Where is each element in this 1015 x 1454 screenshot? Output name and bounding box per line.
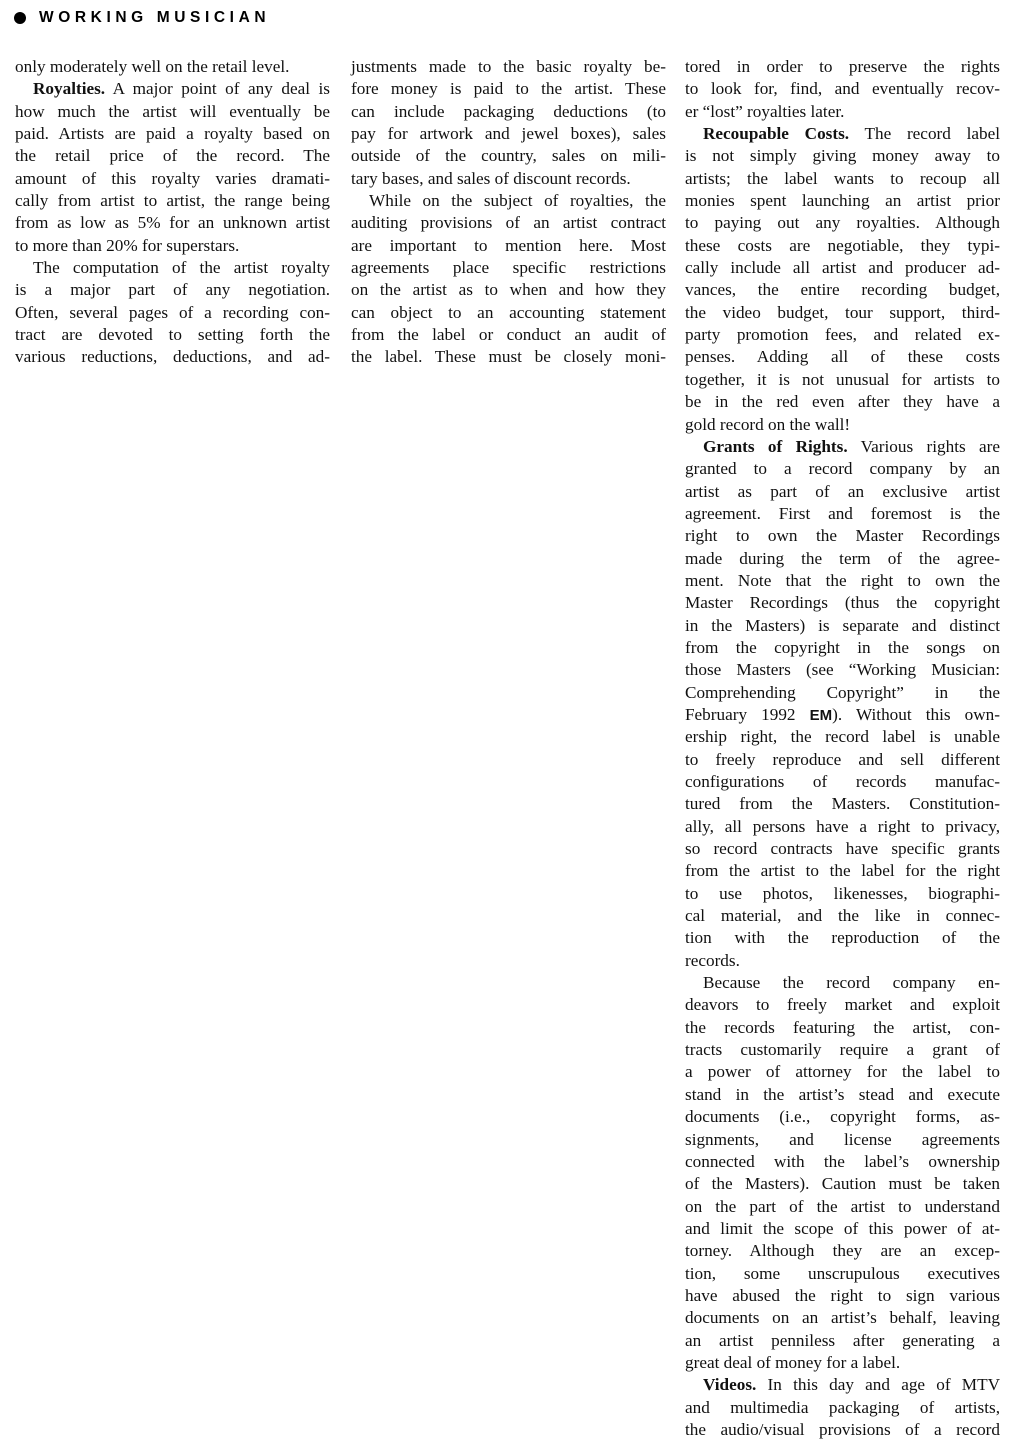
line-text: agreement. First and foremost is the [685, 503, 1000, 523]
text-line [685, 570, 1000, 592]
line-text: these costs are negotiable, they typi- [685, 235, 1000, 255]
line-text: to paying out any royalties. Although [685, 213, 1000, 233]
text-line [685, 324, 1000, 346]
line-text: party promotion fees, and related ex- [685, 325, 1000, 345]
text-line [685, 972, 1000, 994]
line-text: torney. Although they are an excep- [685, 1241, 1000, 1261]
text-line [15, 302, 330, 324]
text-line [685, 927, 1000, 949]
line-text: The computation of the artist royalty [33, 258, 330, 278]
text-line [685, 458, 1000, 480]
line-text: February 1992 [685, 704, 810, 724]
text-line [15, 123, 330, 145]
line-text: A major point of any deal is [105, 79, 330, 99]
paragraph-heading-line [685, 436, 1000, 458]
line-text: from the artist to the label for the right [685, 861, 1000, 881]
text-line [685, 838, 1000, 860]
line-text: and multimedia packaging of artists, [685, 1397, 1000, 1417]
line-text: The record label [849, 124, 1000, 144]
text-line [685, 56, 1000, 78]
text-line [685, 1151, 1000, 1173]
text-line [685, 369, 1000, 391]
text-line [685, 726, 1000, 748]
line-text: on the artist as to when and how they [351, 280, 666, 300]
line-text: outside of the country, sales on mili- [351, 146, 666, 166]
line-text: Comprehending Copyright” in the [685, 682, 1000, 702]
line-text: is not simply giving money away to [685, 146, 1000, 166]
text-line [685, 659, 1000, 681]
text-line [685, 793, 1000, 815]
line-text: In this day and age of MTV [756, 1375, 1000, 1395]
line-text: so record contracts have specific grants [685, 839, 1000, 859]
line-text: and limit the scope of this power of at- [685, 1218, 1000, 1238]
text-line [685, 1397, 1000, 1419]
text-line [685, 548, 1000, 570]
run-in-heading: Royalties. [33, 79, 106, 99]
paragraph-heading-line [685, 1374, 1000, 1396]
text-line [351, 346, 666, 368]
line-text: cal material, and the like in connec- [685, 906, 1000, 926]
line-text: amount of this royalty varies dramati- [15, 168, 330, 188]
text-line [15, 190, 330, 212]
text-line [685, 145, 1000, 167]
text-line [685, 78, 1000, 100]
bullet-icon [14, 12, 26, 24]
line-text: pay for artwork and jewel boxes), sales [351, 124, 666, 144]
text-line [15, 257, 330, 279]
line-text: connected with the label’s ownership [685, 1151, 1000, 1171]
paragraph-heading-line [15, 78, 330, 100]
text-line [685, 860, 1000, 882]
text-line [351, 279, 666, 301]
text-line [685, 1173, 1000, 1195]
text-line [685, 749, 1000, 771]
line-text: Often, several pages of a recording con- [15, 302, 330, 322]
em-magazine-logo: EM [809, 706, 833, 724]
text-line [685, 771, 1000, 793]
text-line [685, 1419, 1000, 1441]
line-text: tract are devoted to setting forth the [15, 325, 330, 345]
line-text: vances, the entire recording budget, [685, 280, 1000, 300]
text-line [351, 235, 666, 257]
line-text: cally include all artist and producer ad- [685, 258, 1000, 278]
line-text: tracts customarily require a grant of [685, 1040, 1000, 1060]
line-text: those Masters (see “Working Musician: [685, 660, 1000, 680]
text-line [685, 257, 1000, 279]
line-text: tion, some unscrupulous executives [685, 1263, 1000, 1283]
line-text: signments, and license agreements [685, 1129, 1000, 1149]
text-line [351, 168, 666, 190]
text-line [351, 190, 666, 212]
line-text: er “lost” royalties later. [685, 101, 845, 121]
line-text: stand in the artist’s stead and execute [685, 1084, 1000, 1104]
line-text: from as low as 5% for an unknown artist [15, 213, 330, 233]
line-text: from the copyright in the songs on [685, 637, 1000, 657]
text-line [685, 816, 1000, 838]
text-line [685, 637, 1000, 659]
line-text: to freely reproduce and sell different [685, 749, 1000, 769]
line-text: various reductions, deductions, and ad- [15, 347, 330, 367]
text-line [351, 56, 666, 78]
line-text: only moderately well on the retail level. [15, 57, 290, 76]
line-text: documents (i.e., copyright forms, as- [685, 1107, 1000, 1127]
article-column-2 [351, 56, 666, 369]
text-line [15, 212, 330, 234]
line-text: While on the subject of royalties, the [369, 191, 666, 211]
text-line [685, 1084, 1000, 1106]
line-text: how much the artist will eventually be [15, 101, 330, 121]
text-line [685, 1017, 1000, 1039]
text-line [685, 1039, 1000, 1061]
line-text: tary bases, and sales of discount records. [351, 168, 631, 188]
line-text: justments made to the basic royalty be- [351, 57, 666, 76]
text-line [685, 1129, 1000, 1151]
line-text: be in the red even after they have a [685, 392, 1000, 412]
line-text: made during the term of the agree- [685, 548, 1000, 568]
text-line [685, 168, 1000, 190]
text-line [685, 1352, 1000, 1374]
line-text: cally from artist to artist, the range being [15, 191, 330, 211]
line-text: a power of attorney for the label to [685, 1062, 1000, 1082]
line-text: can include packaging deductions (to [351, 101, 666, 121]
line-text: ally, all persons have a right to privacy, [685, 816, 1000, 836]
text-line [685, 212, 1000, 234]
text-line [685, 1240, 1000, 1262]
line-text: can object to an accounting statement [351, 302, 666, 322]
line-text: to use photos, likenesses, biographi- [685, 883, 1000, 903]
line-text: configurations of records manufac- [685, 772, 1000, 791]
text-line [351, 212, 666, 234]
text-line [685, 391, 1000, 413]
line-text: in the Masters) is separate and distinct [685, 615, 1000, 635]
text-line [351, 101, 666, 123]
text-line [685, 905, 1000, 927]
text-line [685, 615, 1000, 637]
text-line [685, 994, 1000, 1016]
line-text: fore money is paid to the artist. These [351, 79, 666, 99]
section-header [14, 6, 270, 30]
text-line [685, 346, 1000, 368]
text-line [351, 78, 666, 100]
text-line [15, 279, 330, 301]
line-text: penses. Adding all of these costs [685, 347, 1000, 367]
section-title: WORKING MUSICIAN [39, 9, 271, 26]
text-line [685, 279, 1000, 301]
text-line [685, 503, 1000, 525]
line-text: documents on an artist’s behalf, leaving [685, 1308, 1000, 1328]
text-line [685, 414, 1000, 436]
line-text: the video budget, tour support, third- [685, 302, 1000, 322]
line-text: Master Recordings (thus the copyright [685, 593, 1000, 613]
article-column-3 [685, 56, 1000, 1441]
text-line [15, 145, 330, 167]
text-line [15, 56, 330, 78]
line-text: Because the record company en- [703, 973, 1000, 993]
line-text: together, it is not unusual for artists to [685, 369, 1000, 389]
line-text: to more than 20% for superstars. [15, 235, 240, 255]
text-line [351, 145, 666, 167]
text-line [351, 302, 666, 324]
run-in-heading: Grants of Rights. [703, 436, 848, 456]
text-line [685, 1307, 1000, 1329]
line-text: have abused the right to sign various [685, 1285, 1000, 1305]
line-text: on the part of the artist to understand [685, 1196, 1000, 1216]
line-text: an artist penniless after generating a [685, 1330, 1000, 1350]
text-line [685, 883, 1000, 905]
text-line [351, 257, 666, 279]
line-text: right to own the Master Recordings [685, 526, 1000, 546]
text-line [685, 1106, 1000, 1128]
text-line [15, 346, 330, 368]
line-text: tion with the reproduction of the [685, 928, 1000, 948]
line-text: gold record on the wall! [685, 414, 851, 434]
text-line [685, 950, 1000, 972]
article-column-1 [15, 56, 330, 369]
line-text: from the label or conduct an audit of [351, 325, 666, 345]
line-text: ership right, the record label is unable [685, 727, 1000, 747]
text-line [685, 592, 1000, 614]
text-line [685, 1218, 1000, 1240]
line-text: the label. These must be closely moni- [351, 347, 666, 367]
text-line [15, 101, 330, 123]
line-text: artists; the label wants to recoup all [685, 168, 1000, 188]
line-text: great deal of money for a label. [685, 1352, 901, 1372]
text-line [685, 682, 1000, 704]
line-text: of the Masters). Caution must be taken [685, 1174, 1000, 1194]
line-text: the audio/visual provisions of a record [685, 1419, 1000, 1439]
line-text: artist as part of an exclusive artist [685, 481, 1000, 501]
text-line [685, 1061, 1000, 1083]
run-in-heading: Videos. [703, 1375, 757, 1395]
text-line [15, 324, 330, 346]
text-line [15, 168, 330, 190]
line-text: ment. Note that the right to own the [685, 570, 1000, 590]
line-text: the retail price of the record. The [15, 146, 330, 166]
line-text: are important to mention here. Most [351, 235, 666, 255]
line-text: deavors to freely market and exploit [685, 995, 1000, 1015]
line-text: to look for, find, and eventually recov- [685, 79, 1000, 99]
line-text: the records featuring the artist, con- [685, 1017, 1000, 1037]
line-text: agreements place specific restrictions [351, 258, 666, 278]
line-text: auditing provisions of an artist contract [351, 213, 666, 233]
text-line [351, 324, 666, 346]
text-line [685, 704, 1000, 726]
text-line [685, 190, 1000, 212]
line-text: granted to a record company by an [685, 459, 1000, 479]
text-line [685, 1330, 1000, 1352]
text-line [685, 481, 1000, 503]
line-text: monies spent launching an artist prior [685, 191, 1000, 211]
text-line [15, 235, 330, 257]
text-line [685, 1196, 1000, 1218]
text-line [351, 123, 666, 145]
line-text: tored in order to preserve the rights [685, 57, 1000, 76]
line-text-tail: ). Without this own- [832, 704, 1001, 724]
text-line [685, 235, 1000, 257]
run-in-heading: Recoupable Costs. [703, 124, 850, 144]
text-line [685, 525, 1000, 547]
paragraph-heading-line [685, 123, 1000, 145]
text-line [685, 1263, 1000, 1285]
text-line [685, 302, 1000, 324]
line-text: records. [685, 950, 740, 970]
line-text: Various rights are [847, 436, 1000, 456]
line-text: tured from the Masters. Constitution- [685, 794, 1000, 814]
text-line [685, 1285, 1000, 1307]
line-text: paid. Artists are paid a royalty based on [15, 124, 330, 144]
line-text: is a major part of any negotiation. [15, 280, 330, 300]
text-line [685, 101, 1000, 123]
